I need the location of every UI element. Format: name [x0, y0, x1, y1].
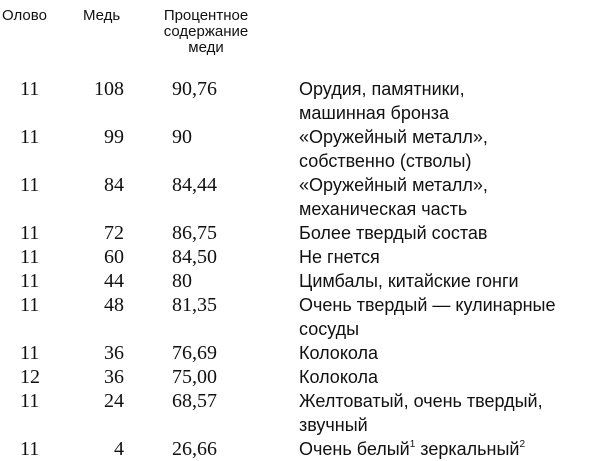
cell-percent: 86,75 [172, 222, 217, 244]
cell-tin: 11 [20, 126, 40, 148]
cell-copper: 36 [104, 366, 124, 388]
cell-copper: 36 [104, 342, 124, 364]
header-percent-copper [154, 8, 258, 56]
description-line: Колокола [299, 343, 379, 363]
cell-description [299, 173, 589, 221]
description-line: машинная бронза [299, 103, 450, 123]
cell-copper: 108 [94, 78, 124, 100]
cell-percent: 80 [172, 270, 192, 292]
cell-description [299, 125, 589, 173]
cell-tin: 11 [20, 342, 40, 364]
table-row [0, 221, 591, 245]
cell-percent: 84,50 [172, 246, 217, 268]
description-line: Не гнется [299, 247, 380, 267]
cell-copper: 72 [104, 222, 124, 244]
cell-percent: 90,76 [172, 78, 217, 100]
description-line: Более твердый состав [299, 223, 488, 243]
cell-percent: 81,35 [172, 294, 217, 316]
table-row [0, 365, 591, 389]
header-percent-line: содержание [163, 23, 249, 40]
cell-percent: 26,66 [172, 438, 217, 460]
table-row [0, 173, 591, 221]
cell-tin: 11 [20, 438, 40, 460]
cell-tin: 11 [20, 78, 40, 100]
cell-description [299, 77, 589, 125]
cell-percent: 75,00 [172, 366, 217, 388]
table-row [0, 269, 591, 293]
description-line: Колокола [299, 367, 379, 387]
cell-description [299, 389, 589, 437]
cell-tin: 11 [20, 390, 40, 412]
cell-tin: 11 [20, 294, 40, 316]
cell-percent: 68,57 [172, 390, 217, 412]
cell-copper: 99 [104, 126, 124, 148]
table-row [0, 245, 591, 269]
table-row [0, 293, 591, 341]
table-header [0, 0, 591, 72]
description-line: собственно (стволы) [299, 151, 472, 171]
header-percent-line: меди [188, 39, 224, 56]
cell-description [299, 221, 589, 245]
cell-copper: 4 [114, 438, 124, 460]
description-line: Желтоватый, очень твердый, [299, 391, 543, 411]
bronze-table-body [0, 77, 591, 461]
cell-tin: 11 [20, 246, 40, 268]
cell-description [299, 245, 589, 269]
cell-percent: 76,69 [172, 342, 217, 364]
table-row [0, 125, 591, 173]
cell-description [299, 365, 589, 389]
cell-copper: 44 [104, 270, 124, 292]
table-row [0, 341, 591, 365]
description-line: «Оружейный металл», [299, 175, 488, 195]
cell-description [299, 341, 589, 365]
cell-copper: 84 [104, 174, 124, 196]
description-line: сосуды [299, 319, 360, 339]
cell-description [299, 293, 589, 341]
description-line: Очень твердый — кулинарные [299, 295, 556, 315]
cell-tin: 11 [20, 222, 40, 244]
description-line: Орудия, памятники, [299, 79, 465, 99]
description-line: «Оружейный металл», [299, 127, 488, 147]
description-text: зеркальный [415, 439, 520, 459]
cell-copper: 48 [104, 294, 124, 316]
cell-tin: 11 [20, 270, 40, 292]
header-percent-line: Процентное [163, 7, 249, 24]
cell-tin: 11 [20, 174, 40, 196]
cell-copper: 60 [104, 246, 124, 268]
cell-copper: 24 [104, 390, 124, 412]
description-text: Очень белый [299, 439, 410, 459]
cell-percent: 90 [172, 126, 192, 148]
footnote-marker: 1 [409, 439, 416, 450]
footnote-marker: 2 [519, 439, 526, 450]
table-row [0, 77, 591, 125]
table-row [0, 389, 591, 437]
header-tin: Олово [2, 7, 47, 24]
description-line: Цимбалы, китайские гонги [299, 271, 519, 291]
cell-percent: 84,44 [172, 174, 217, 196]
header-copper: Медь [83, 7, 121, 24]
cell-tin: 12 [20, 366, 40, 388]
description-line: механическая часть [299, 199, 468, 219]
description-line: звучный [299, 415, 368, 435]
cell-description [299, 269, 589, 293]
